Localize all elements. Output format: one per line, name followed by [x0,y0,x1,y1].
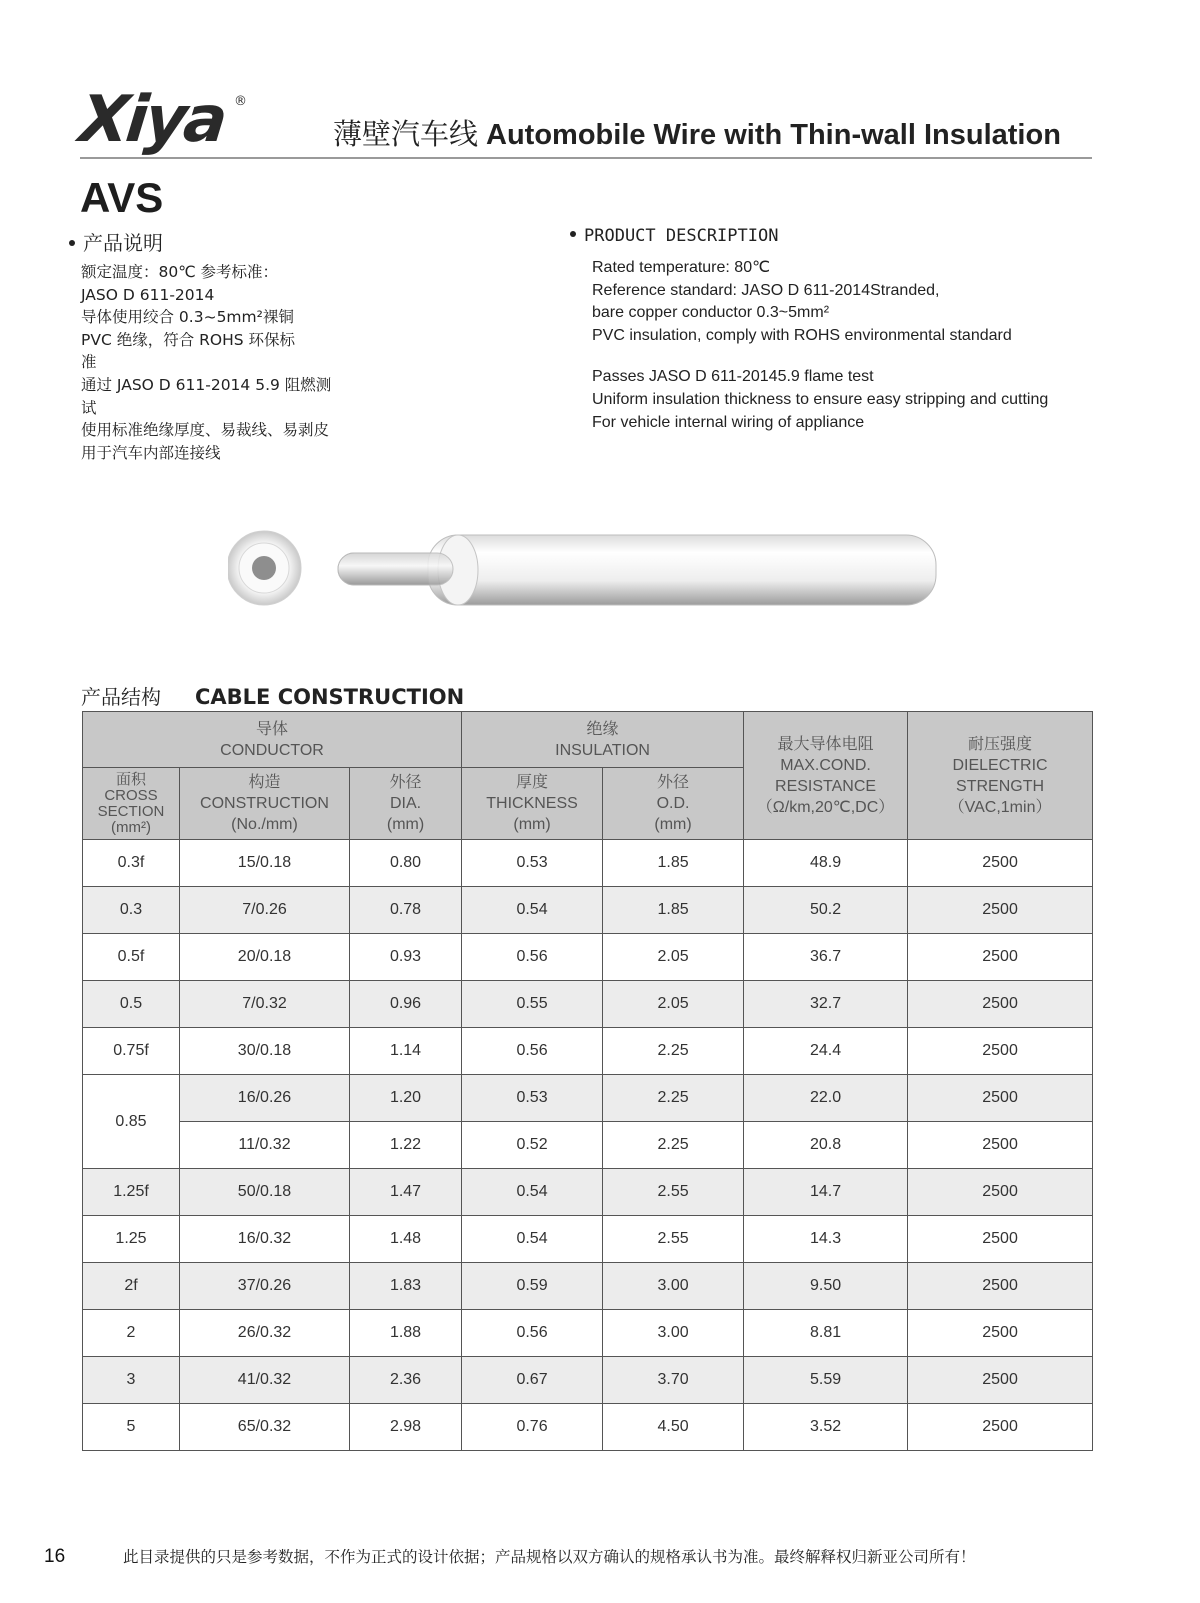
table-row [83,1075,1093,1122]
description-cn-line: 导体使用绞合 0.3~5mm²裸铜 [81,308,294,327]
cell-thickness: 0.52 [462,1122,603,1169]
cell-resistance: 14.7 [744,1169,908,1216]
description-cn-line: 额定温度：80℃ 参考标准： [81,263,279,281]
cell-od: 1.85 [603,840,744,887]
cell-resistance: 20.8 [744,1122,908,1169]
cell-thickness: 0.53 [462,1075,603,1122]
cell-voltage: 2500 [908,1216,1093,1263]
table-row [83,1263,1093,1310]
bullet-icon [570,231,576,237]
description-cn-line: JASO D 611-2014 [81,285,215,304]
cell-thickness: 0.76 [462,1404,603,1451]
description-en [592,257,1048,434]
table-row [83,981,1093,1028]
description-en-title: PRODUCT DESCRIPTION [570,226,778,246]
description-cn-line: 准 [81,353,97,372]
cell-section: 1.25f [83,1169,180,1216]
description-en-line: Passes JASO D 611-20145.9 flame test [592,368,874,386]
header-divider [80,157,1092,159]
description-en-line: For vehicle internal wiring of appliance [592,413,865,431]
cell-construction: 15/0.18 [180,840,350,887]
header-insulation: 绝缘 INSULATION [462,712,744,768]
footer-disclaimer: 此目录提供的只是参考数据，不作为正式的设计依据；产品规格以双方确认的规格承认书为准。最终解释权归新亚公司所有！ [123,1548,976,1566]
cell-od: 2.25 [603,1028,744,1075]
cell-dia: 1.88 [350,1310,462,1357]
cell-section: 0.5 [83,981,180,1028]
cell-dia: 0.78 [350,887,462,934]
cell-dia: 1.22 [350,1122,462,1169]
table-row [83,1169,1093,1216]
cell-od: 2.25 [603,1075,744,1122]
cell-section: 0.3f [83,840,180,887]
cell-thickness: 0.53 [462,840,603,887]
wire-cross-section [228,531,301,605]
cell-resistance: 24.4 [744,1028,908,1075]
cell-od: 2.25 [603,1122,744,1169]
cell-resistance: 22.0 [744,1075,908,1122]
bullet-icon [69,240,75,246]
description-en-line: Rated temperature: 80℃ [592,259,771,276]
title-cn: 薄壁汽车线 [333,117,479,151]
cell-dia: 1.83 [350,1263,462,1310]
model-name: AVS [80,174,164,221]
header-od: 外径 O.D. (mm) [603,768,744,840]
table-row [83,1122,1093,1169]
cell-resistance: 8.81 [744,1310,908,1357]
cell-construction: 7/0.26 [180,887,350,934]
cell-construction: 37/0.26 [180,1263,350,1310]
header-cross-section: 面积 CROSS SECTION (mm²) [83,768,180,840]
cell-construction: 16/0.26 [180,1075,350,1122]
description-cn-title: 产品说明 [69,227,163,256]
cable-construction-table [82,711,1093,1451]
description-en-line: bare copper conductor 0.3~5mm² [592,304,830,322]
registered-mark: ® [234,94,247,109]
cell-voltage: 2500 [908,1263,1093,1310]
cell-dia: 0.96 [350,981,462,1028]
cell-section: 0.75f [83,1028,180,1075]
cell-construction: 65/0.32 [180,1404,350,1451]
cell-thickness: 0.56 [462,1028,603,1075]
cell-voltage: 2500 [908,1404,1093,1451]
cell-voltage: 2500 [908,1122,1093,1169]
cell-dia: 1.47 [350,1169,462,1216]
cell-voltage: 2500 [908,1357,1093,1404]
construction-title: 产品结构 CABLE CONSTRUCTION [81,685,465,709]
cell-resistance: 3.52 [744,1404,908,1451]
wire-side-view [338,535,936,605]
cell-thickness: 0.56 [462,934,603,981]
description-cn-line: 使用标准绝缘厚度、易裁线、易剥皮 [81,421,330,440]
cell-construction: 20/0.18 [180,934,350,981]
description-cn-line: 通过 JASO D 611-2014 5.9 阻燃测 [81,375,332,394]
cell-section: 0.3 [83,887,180,934]
cell-voltage: 2500 [908,1075,1093,1122]
cell-resistance: 5.59 [744,1357,908,1404]
table-body [83,840,1093,1451]
cell-section: 0.5f [83,934,180,981]
cell-dia: 1.48 [350,1216,462,1263]
table-row [83,1216,1093,1263]
cell-section: 5 [83,1404,180,1451]
page-number: 16 [44,1546,66,1567]
description-en-line: Uniform insulation thickness to ensure easy stripping and cutting [592,390,1049,408]
wire-product-image [228,530,968,620]
cell-od: 2.55 [603,1216,744,1263]
table-row [83,1404,1093,1451]
table-row [83,887,1093,934]
cell-dia: 2.36 [350,1357,462,1404]
cell-voltage: 2500 [908,1310,1093,1357]
cell-section: 2 [83,1310,180,1357]
cell-construction: 50/0.18 [180,1169,350,1216]
header-resistance: 最大导体电阻 MAX.COND. RESISTANCE （Ω/km,20℃,DC） [744,712,908,840]
cell-section: 1.25 [83,1216,180,1263]
cell-dia: 1.14 [350,1028,462,1075]
cell-od: 3.70 [603,1357,744,1404]
cell-section: 2f [83,1263,180,1310]
cell-od: 2.55 [603,1169,744,1216]
table-row [83,934,1093,981]
cell-voltage: 2500 [908,840,1093,887]
description-cn-line: PVC 绝缘，符合 ROHS 环保标 [81,330,296,349]
header-construction: 构造 CONSTRUCTION (No./mm) [180,768,350,840]
cell-voltage: 2500 [908,981,1093,1028]
cell-thickness: 0.54 [462,887,603,934]
cell-voltage: 2500 [908,934,1093,981]
description-cn-line: 用于汽车内部连接线 [81,443,221,462]
header-dielectric: 耐压强度 DIELECTRIC STRENGTH （VAC,1min） [908,712,1093,840]
table-row [83,840,1093,887]
cell-od: 2.05 [603,981,744,1028]
header-thickness: 厚度 THICKNESS (mm) [462,768,603,840]
cell-construction: 7/0.32 [180,981,350,1028]
cell-voltage: 2500 [908,887,1093,934]
cell-section: 3 [83,1357,180,1404]
cell-dia: 1.20 [350,1075,462,1122]
cell-section: 0.85 [83,1075,180,1169]
cell-resistance: 48.9 [744,840,908,887]
table-row [83,1357,1093,1404]
cell-construction: 30/0.18 [180,1028,350,1075]
cell-thickness: 0.67 [462,1357,603,1404]
cell-od: 3.00 [603,1263,744,1310]
cell-construction: 41/0.32 [180,1357,350,1404]
cell-od: 2.05 [603,934,744,981]
title-en: Automobile Wire with Thin-wall Insulation [486,119,1061,151]
cell-resistance: 32.7 [744,981,908,1028]
cell-resistance: 50.2 [744,887,908,934]
description-cn [81,261,371,464]
description-en-line: PVC insulation, comply with ROHS environmental standard [592,326,1012,344]
cell-resistance: 14.3 [744,1216,908,1263]
cell-od: 1.85 [603,887,744,934]
cell-thickness: 0.54 [462,1216,603,1263]
table-row [83,1310,1093,1357]
table-row [83,1028,1093,1075]
cell-thickness: 0.56 [462,1310,603,1357]
cell-thickness: 0.59 [462,1263,603,1310]
cell-dia: 2.98 [350,1404,462,1451]
description-en-line: Reference standard: JASO D 611-2014Stranded, [592,281,940,299]
header-conductor: 导体 CONDUCTOR [83,712,462,768]
cell-construction: 26/0.32 [180,1310,350,1357]
cell-od: 4.50 [603,1404,744,1451]
cell-dia: 0.93 [350,934,462,981]
cell-resistance: 36.7 [744,934,908,981]
cell-voltage: 2500 [908,1169,1093,1216]
cell-resistance: 9.50 [744,1263,908,1310]
cell-voltage: 2500 [908,1028,1093,1075]
cell-thickness: 0.54 [462,1169,603,1216]
cell-thickness: 0.55 [462,981,603,1028]
cell-dia: 0.80 [350,840,462,887]
page-title [333,112,1061,153]
cell-construction: 11/0.32 [180,1122,350,1169]
brand-logo: Xiya [76,83,229,157]
cell-construction: 16/0.32 [180,1216,350,1263]
header-dia: 外径 DIA. (mm) [350,768,462,840]
description-cn-line: 试 [81,398,97,417]
cell-od: 3.00 [603,1310,744,1357]
